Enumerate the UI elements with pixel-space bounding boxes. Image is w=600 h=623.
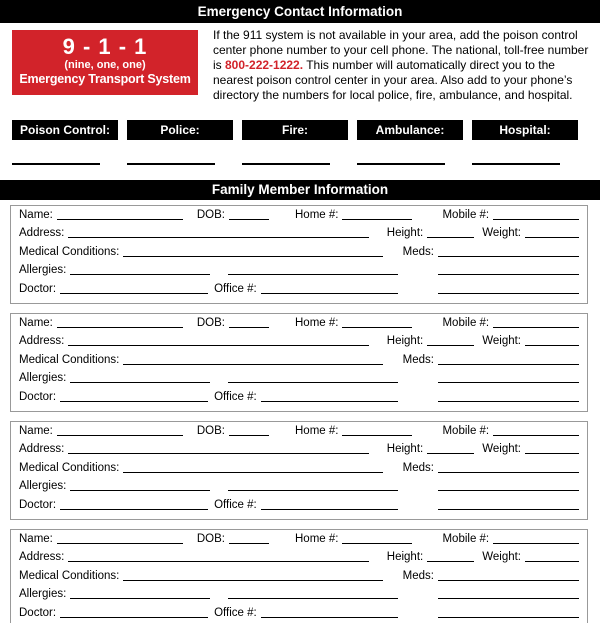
name-label: Name: [19,317,53,329]
member-row-doctor [19,391,579,409]
family-section-title: Family Member Information [0,180,600,200]
name-label: Name: [19,425,53,437]
allergies-blank-line [70,382,210,383]
name-blank-line [57,435,183,436]
fire-blank-line [242,163,330,165]
contact-column-fire [242,120,348,165]
member-row-allergies [19,264,579,282]
weight-blank-line [525,561,579,562]
home-phone-label: Home #: [295,317,339,329]
name-blank-line [57,219,183,220]
name-blank-line [57,327,183,328]
poison-control-blank-line [12,163,100,165]
ambulance-blank-line [357,163,445,165]
ambulance-label: Ambulance: [357,120,463,140]
address-label: Address: [19,551,65,564]
meds-continuation-line-2 [438,617,579,618]
name-label: Name: [19,533,53,545]
member-row-name [19,209,579,227]
mobile-phone-blank-line [493,219,579,220]
weight-blank-line [525,237,579,238]
family-member-boxes [10,205,588,623]
weight-blank-line [525,453,579,454]
allergies-blank-line [70,598,210,599]
family-member-box [10,529,588,623]
dob-label: DOB: [196,209,225,221]
weight-label: Weight: [482,443,521,456]
contact-column-police [127,120,233,165]
poison-control-label: Poison Control: [12,120,118,140]
member-row-allergies [19,588,579,606]
address-label: Address: [19,227,65,240]
home-phone-label: Home #: [295,533,339,545]
dob-blank-line [229,435,269,436]
height-label: Height: [386,551,424,564]
member-row-allergies [19,480,579,498]
member-row-medical [19,462,579,480]
medical-conditions-blank-line [123,256,382,257]
allergies-continuation-line [228,274,398,275]
page-title: Emergency Contact Information [0,0,600,23]
doctor-blank-line [60,617,208,618]
emergency-contacts-row [12,120,578,165]
member-row-address [19,443,579,461]
police-label: Police: [127,120,233,140]
dob-label: DOB: [196,425,225,437]
hospital-blank-line [472,163,560,165]
dob-blank-line [229,219,269,220]
poison-control-phone-number: 800-222-1222. [225,58,304,72]
mobile-phone-blank-line [493,327,579,328]
dob-blank-line [229,543,269,544]
name-blank-line [57,543,183,544]
office-phone-blank-line [261,509,398,510]
member-row-address [19,551,579,569]
mobile-phone-blank-line [493,435,579,436]
paragraph-text-before: If the 911 system is not available in your area, add the poison control center phone number to your cell phone. The national, toll-free number is [213,28,589,72]
fire-label: Fire: [242,120,348,140]
meds-continuation-line-1 [438,598,579,599]
medical-conditions-blank-line [123,580,382,581]
meds-continuation-line-1 [438,490,579,491]
emergency-info-section [12,30,596,103]
home-phone-blank-line [342,219,412,220]
office-phone-label: Office #: [214,498,257,511]
member-row-medical [19,570,579,588]
doctor-blank-line [60,293,208,294]
mobile-phone-label: Mobile #: [442,425,490,437]
badge-transport-system: Emergency Transport System [19,72,191,86]
meds-label: Meds: [402,461,434,474]
meds-blank-line [438,472,579,473]
member-row-name [19,425,579,443]
paragraph-text-after: This number will automatically direct you to the nearest poison control center in your area. Also add to your phone’s directory the numbers for local police, fire, ambulance, and hospital. [213,58,573,102]
member-row-name [19,317,579,335]
medical-conditions-label: Medical Conditions: [19,353,120,366]
medical-conditions-label: Medical Conditions: [19,245,120,258]
meds-continuation-line-1 [438,382,579,383]
medical-conditions-blank-line [123,472,382,473]
height-label: Height: [386,335,424,348]
height-blank-line [427,345,474,346]
allergies-continuation-line [228,490,398,491]
meds-label: Meds: [402,569,434,582]
allergies-continuation-line [228,598,398,599]
meds-blank-line [438,580,579,581]
badge-911-number: 9 - 1 - 1 [62,34,148,59]
height-blank-line [427,561,474,562]
badge-911-words: (nine, one, one) [64,59,146,71]
contact-column-hospital [472,120,578,165]
office-phone-label: Office #: [214,606,257,619]
family-member-box [10,313,588,412]
weight-blank-line [525,345,579,346]
office-phone-label: Office #: [214,282,257,295]
allergies-label: Allergies: [19,480,67,493]
meds-continuation-line-1 [438,274,579,275]
member-row-doctor [19,499,579,517]
mobile-phone-label: Mobile #: [442,209,490,221]
meds-continuation-line-2 [438,401,579,402]
doctor-label: Doctor: [19,606,57,619]
address-blank-line [68,345,368,346]
member-row-address [19,227,579,245]
911-badge [12,30,198,95]
office-phone-blank-line [261,293,398,294]
member-row-medical [19,246,579,264]
name-label: Name: [19,209,53,221]
height-label: Height: [386,443,424,456]
meds-continuation-line-2 [438,293,579,294]
member-row-name [19,533,579,551]
home-phone-label: Home #: [295,209,339,221]
address-label: Address: [19,443,65,456]
hospital-label: Hospital: [472,120,578,140]
contact-column-ambulance [357,120,463,165]
allergies-continuation-line [228,382,398,383]
member-row-doctor [19,283,579,301]
address-blank-line [68,453,368,454]
dob-blank-line [229,327,269,328]
member-row-address [19,335,579,353]
doctor-label: Doctor: [19,390,57,403]
office-phone-blank-line [261,401,398,402]
address-blank-line [68,561,368,562]
family-member-box [10,205,588,304]
allergies-label: Allergies: [19,372,67,385]
allergies-label: Allergies: [19,264,67,277]
allergies-label: Allergies: [19,588,67,601]
poison-control-paragraph [213,28,596,103]
weight-label: Weight: [482,335,521,348]
mobile-phone-label: Mobile #: [442,317,490,329]
home-phone-blank-line [342,435,412,436]
medical-conditions-label: Medical Conditions: [19,569,120,582]
height-blank-line [427,237,474,238]
mobile-phone-blank-line [493,543,579,544]
doctor-blank-line [60,509,208,510]
doctor-label: Doctor: [19,282,57,295]
height-blank-line [427,453,474,454]
home-phone-blank-line [342,327,412,328]
home-phone-label: Home #: [295,425,339,437]
meds-label: Meds: [402,353,434,366]
member-row-allergies [19,372,579,390]
medical-conditions-blank-line [123,364,382,365]
doctor-blank-line [60,401,208,402]
office-phone-label: Office #: [214,390,257,403]
weight-label: Weight: [482,551,521,564]
dob-label: DOB: [196,317,225,329]
home-phone-blank-line [342,543,412,544]
allergies-blank-line [70,490,210,491]
contact-column-poison-control [12,120,118,165]
meds-blank-line [438,256,579,257]
medical-conditions-label: Medical Conditions: [19,461,120,474]
doctor-label: Doctor: [19,498,57,511]
address-label: Address: [19,335,65,348]
office-phone-blank-line [261,617,398,618]
dob-label: DOB: [196,533,225,545]
weight-label: Weight: [482,227,521,240]
police-blank-line [127,163,215,165]
allergies-blank-line [70,274,210,275]
mobile-phone-label: Mobile #: [442,533,490,545]
member-row-doctor [19,607,579,623]
member-row-medical [19,354,579,372]
family-member-box [10,421,588,520]
meds-label: Meds: [402,245,434,258]
meds-blank-line [438,364,579,365]
meds-continuation-line-2 [438,509,579,510]
height-label: Height: [386,227,424,240]
address-blank-line [68,237,368,238]
